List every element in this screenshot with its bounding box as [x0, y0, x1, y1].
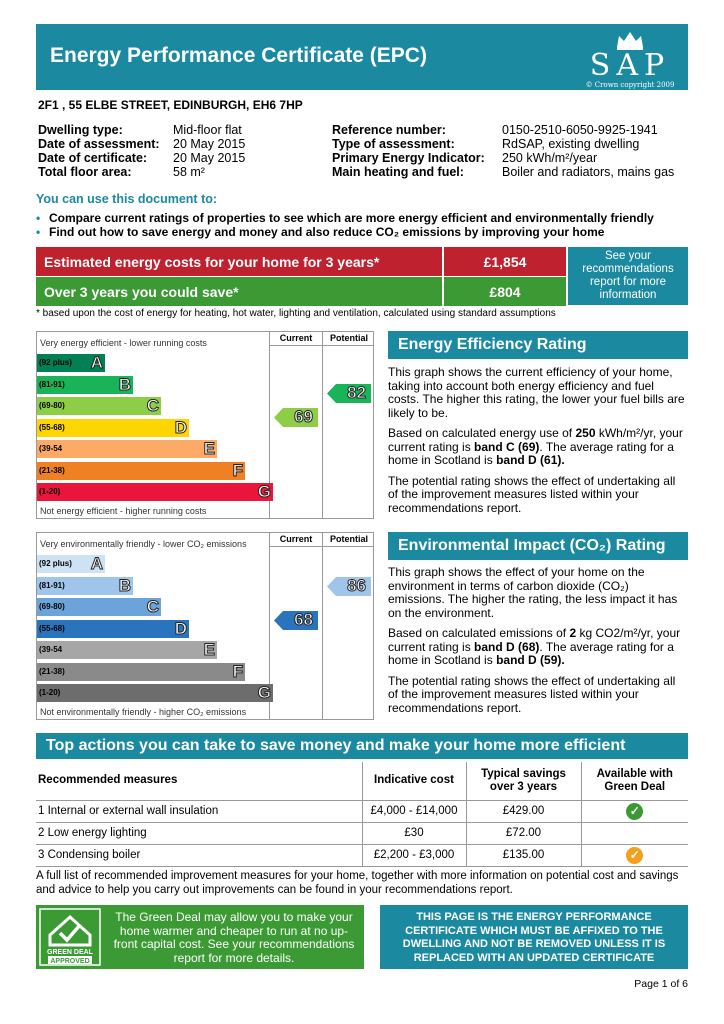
band-letter: G [257, 683, 271, 702]
band-letter: G [257, 482, 271, 501]
rating-band-e [37, 440, 217, 458]
rating-band-a [37, 555, 105, 573]
table-row [36, 800, 688, 822]
bullet-item: Compare current ratings of properties to see which are more energy efficient and environmentally friendly [49, 211, 654, 225]
reference-value: 0150-2510-6050-9925-1941 [502, 123, 658, 137]
dwelling-type-value: Mid-floor flat [173, 123, 242, 137]
rating-band-d [37, 620, 189, 638]
cost-cell: £30 [362, 822, 466, 844]
energy-indicator-label: Primary Energy Indicator: [332, 151, 485, 165]
band-letter: E [203, 439, 215, 458]
band-letter: C [146, 396, 159, 415]
current-rating-arrow [274, 611, 318, 630]
savings-label: Over 3 years you could save* [36, 277, 442, 306]
rating-band-c [37, 598, 161, 616]
band-letter: C [146, 597, 159, 616]
band-range: (92 plus) [39, 358, 72, 367]
estimated-cost-row [36, 247, 566, 276]
bullet-icon: • [36, 225, 41, 239]
header-banner [36, 24, 688, 90]
savings-row [36, 277, 566, 306]
cost-cell: £4,000 - £14,000 [362, 800, 466, 822]
band-letter: E [203, 640, 215, 659]
band-range: (39-54 [39, 444, 63, 453]
floor-area-value: 58 m² [173, 165, 205, 179]
use-document-title: You can use this document to: [36, 192, 218, 206]
potential-column-header: Potential [329, 534, 368, 544]
reference-label: Reference number: [332, 123, 446, 137]
rating-value: 69 [294, 406, 313, 426]
check-icon: ✓ [626, 847, 643, 864]
full-list-note: A full list of recommended improvement measures for your home, together with more information on potential cost and savings and advice to help you carry out improvements can be found in your recommendations report. [36, 870, 679, 896]
energy-efficiency-chart [36, 331, 374, 519]
page-number: Page 1 of 6 [634, 978, 688, 990]
rating-band-a [37, 354, 105, 372]
rating-band-e [37, 641, 217, 659]
table-row [36, 822, 688, 844]
band-range: (92 plus) [39, 559, 72, 568]
heating-fuel-label: Main heating and fuel: [332, 165, 464, 179]
dwelling-type-label: Dwelling type: [38, 123, 123, 137]
property-address: 2F1 , 55 ELBE STREET, EDINBURGH, EH6 7HP [38, 98, 303, 112]
bullet-icon: • [36, 211, 41, 225]
chart-top-caption: Very energy efficient - lower running costs [40, 338, 207, 348]
environmental-impact-text [388, 566, 688, 722]
savings-cell: £135.00 [466, 844, 581, 866]
current-rating-arrow [274, 408, 318, 427]
bullet-item: Find out how to save energy and money and also reduce CO₂ emissions by improving your home [49, 225, 605, 239]
measure-cell: 1 Internal or external wall insulation [36, 800, 362, 822]
savings-cell: £72.00 [466, 822, 581, 844]
crown-icon [614, 30, 646, 50]
rating-band-g [37, 684, 273, 702]
sap-logo-text: SAP [589, 48, 671, 83]
potential-rating-arrow [327, 577, 371, 596]
assessment-type-label: Type of assessment: [332, 137, 455, 151]
use-bullets [36, 211, 654, 239]
ei-paragraph-3: The potential rating shows the effect of undertaking all of the improvement measures listed within your recommendations report. [388, 673, 676, 715]
band-range: (69-80) [39, 401, 65, 410]
rating-band-g [37, 483, 273, 501]
certificate-date-label: Date of certificate: [38, 151, 148, 165]
certificate-notice: THIS PAGE IS THE ENERGY PERFORMANCE CERTIFICATE WHICH MUST BE AFFIXED TO THE DWELLING AND NOT BE REMOVED UNLESS IT IS REPLACED WITH AN UPDATED CERTIFICATE [380, 905, 688, 969]
band-range: (69-80) [39, 602, 65, 611]
cost-header: Indicative cost [362, 762, 466, 800]
chart-bottom-caption: Not environmentally friendly - higher CO₂ emissions [40, 707, 247, 717]
svg-text:APPROVED: APPROVED [50, 958, 90, 965]
green-deal-cell [581, 800, 688, 822]
green-deal-cell [581, 844, 688, 866]
rating-value: 86 [347, 576, 366, 596]
environmental-impact-heading: Environmental Impact (CO₂) Rating [388, 532, 688, 560]
rating-value: 68 [294, 609, 313, 629]
savings-cell: £429.00 [466, 800, 581, 822]
measures-header: Recommended measures [36, 762, 362, 800]
assessment-date-label: Date of assessment: [38, 137, 160, 151]
energy-efficiency-text [388, 366, 688, 522]
band-letter: B [118, 575, 131, 595]
green-deal-header: Available with Green Deal [581, 762, 688, 800]
copyright-text: © Crown copyright 2009 [585, 81, 675, 89]
band-range: (55-68) [39, 422, 65, 432]
chart-bottom-caption: Not energy efficient - higher running costs [40, 506, 207, 516]
environmental-impact-chart [36, 532, 374, 720]
green-deal-cell [581, 822, 688, 844]
band-range: (81-91) [39, 379, 65, 389]
certificate-date-value: 20 May 2015 [173, 151, 246, 165]
floor-area-label: Total floor area: [38, 165, 132, 179]
rating-band-c [37, 397, 161, 415]
rating-value: 82 [347, 383, 366, 403]
cost-cell: £2,200 - £3,000 [362, 844, 466, 866]
page-title: Energy Performance Certificate (EPC) [50, 44, 427, 67]
rating-band-f [37, 462, 245, 480]
band-range: (81-91) [39, 580, 65, 590]
table-header-row [36, 762, 688, 800]
current-column-header: Current [279, 534, 313, 544]
energy-efficiency-heading: Energy Efficiency Rating [388, 331, 688, 359]
chart-top-caption: Very environmentally friendly - lower CO₂ emissions [40, 539, 247, 549]
heating-fuel-value: Boiler and radiators, mains gas [502, 165, 675, 179]
potential-column-header: Potential [329, 333, 368, 343]
band-range: (21-38) [39, 666, 65, 676]
ei-paragraph-1: This graph shows the effect of your home on the environment in terms of carbon dioxide (CO₂) emissions. The higher the rating, the less impact it has on the environment. [388, 565, 678, 620]
info-left [38, 123, 245, 179]
band-letter: F [232, 661, 243, 681]
see-recommendations-box: See your recommendations report for more information [568, 247, 688, 305]
rating-band-b [37, 376, 133, 394]
recommended-measures-table [36, 762, 688, 867]
band-range: (1-20) [39, 487, 61, 496]
band-range: (55-68) [39, 623, 65, 633]
check-icon: ✓ [626, 803, 643, 820]
ee-paragraph-1: This graph shows the current efficiency of your home, taking into account both energy efficiency and fuel costs. The higher this rating, the lower your fuel bills are likely to be. [388, 365, 685, 420]
green-deal-text: The Green Deal may allow you to make your home warmer and cheaper to run at no up-front capital cost. See your recommendations report for more details. [113, 910, 355, 965]
svg-text:GREEN DEAL: GREEN DEAL [47, 949, 93, 956]
rating-band-f [37, 663, 245, 681]
band-letter: F [232, 460, 243, 480]
estimated-cost-value: £1,854 [444, 247, 566, 276]
table-row [36, 844, 688, 866]
assessment-type-value: RdSAP, existing dwelling [502, 137, 640, 151]
green-deal-approved-logo [36, 905, 104, 969]
green-deal-box [36, 905, 364, 969]
band-letter: B [118, 374, 131, 394]
band-letter: D [174, 618, 187, 638]
sap-logo [580, 30, 680, 89]
ei-paragraph-2: Based on calculated emissions of 2 kg CO2/m²/yr, your current rating is band D (68). The average rating for a home in Scotland is band D (59). [388, 626, 681, 667]
band-letter: A [90, 353, 103, 372]
cost-footnote: * based upon the cost of energy for heating, hot water, lighting and ventilation, calculated using standard assumptions [36, 308, 556, 319]
estimated-cost-label: Estimated energy costs for your home for 3 years* [36, 247, 442, 276]
potential-rating-arrow [327, 384, 371, 403]
rating-band-d [37, 419, 189, 437]
savings-value: £804 [444, 277, 566, 306]
info-right [332, 123, 692, 179]
ee-paragraph-3: The potential rating shows the effect of undertaking all of the improvement measures listed within your recommendations report. [388, 473, 676, 515]
rating-band-b [37, 577, 133, 595]
energy-indicator-value: 250 kWh/m²/year [502, 151, 598, 165]
band-range: (21-38) [39, 465, 65, 475]
band-range: (39-54 [39, 645, 63, 654]
measure-cell: 2 Low energy lighting [36, 822, 362, 844]
savings-header: Typical savings over 3 years [466, 762, 581, 800]
measure-cell: 3 Condensing boiler [36, 844, 362, 866]
band-letter: A [90, 554, 103, 573]
band-range: (1-20) [39, 688, 61, 697]
current-column-header: Current [279, 333, 313, 343]
band-letter: D [174, 417, 187, 437]
ee-paragraph-2: Based on calculated energy use of 250 kWh/m²/yr, your current rating is band C (69). The average rating for a home in Scotland is band D (61). [388, 426, 683, 467]
top-actions-heading: Top actions you can take to save money and make your home more efficient [36, 733, 688, 759]
assessment-date-value: 20 May 2015 [173, 137, 246, 151]
